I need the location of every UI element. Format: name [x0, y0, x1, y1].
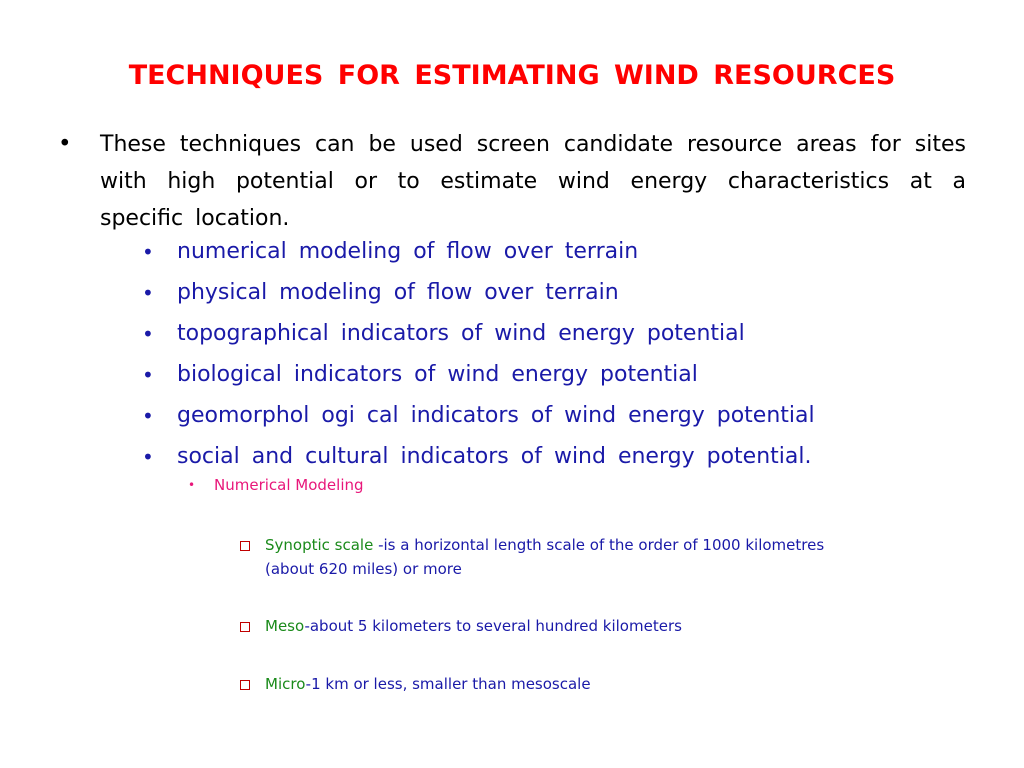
technique-text: topographical indicators of wind energy potential: [177, 321, 745, 346]
bullet-icon: •: [142, 404, 154, 428]
scale-text: [265, 672, 855, 696]
technique-text: geomorphol ogi cal indicators of wind energy potential: [177, 403, 815, 428]
bullet-icon: •: [58, 131, 72, 157]
list-item: [142, 357, 1002, 398]
bullet-icon: •: [142, 240, 154, 264]
list-item: [142, 234, 1002, 275]
techniques-list: [142, 234, 1002, 480]
slide-title: TECHNIQUES FOR ESTIMATING WIND RESOURCES: [128, 60, 896, 91]
intro-text: These techniques can be used screen candidate resource areas for sites with high potential or to estimate wind energy characteristics at a specific location.: [100, 132, 966, 231]
scale-item-micro: [240, 672, 855, 696]
scale-item-synoptic: [240, 533, 855, 581]
list-item: [142, 275, 1002, 316]
scale-text: [265, 614, 855, 638]
scale-term: Meso: [265, 617, 305, 635]
scale-term: Synoptic scale: [265, 536, 374, 554]
bullet-icon: •: [142, 445, 154, 469]
checkbox-icon: [240, 541, 250, 551]
numerical-modeling-heading: [188, 476, 364, 494]
bullet-icon: •: [142, 281, 154, 305]
scale-term: Micro: [265, 675, 306, 693]
scale-description: -1 km or less, smaller than mesoscale: [305, 675, 591, 693]
numerical-modeling-label: Numerical Modeling: [214, 476, 364, 494]
scale-description: -about 5 kilometers to several hundred kilometers: [304, 617, 682, 635]
technique-text: physical modeling of flow over terrain: [177, 280, 619, 305]
checkbox-icon: [240, 622, 250, 632]
technique-text: biological indicators of wind energy potential: [177, 362, 698, 387]
bullet-icon: •: [142, 363, 154, 387]
scale-item-meso: [240, 614, 855, 638]
bullet-icon: •: [142, 322, 154, 346]
bullet-icon: •: [188, 478, 196, 492]
scale-text: [265, 533, 855, 581]
technique-text: numerical modeling of flow over terrain: [177, 239, 639, 264]
list-item: [142, 316, 1002, 357]
list-item: [142, 398, 1002, 439]
intro-paragraph: [58, 126, 968, 237]
checkbox-icon: [240, 680, 250, 690]
technique-text: social and cultural indicators of wind energy potential.: [177, 444, 812, 469]
scale-description: -is a horizontal length scale of the order of 1000 kilometres (about 620 miles) or more: [265, 536, 825, 578]
list-item: [142, 439, 1002, 480]
